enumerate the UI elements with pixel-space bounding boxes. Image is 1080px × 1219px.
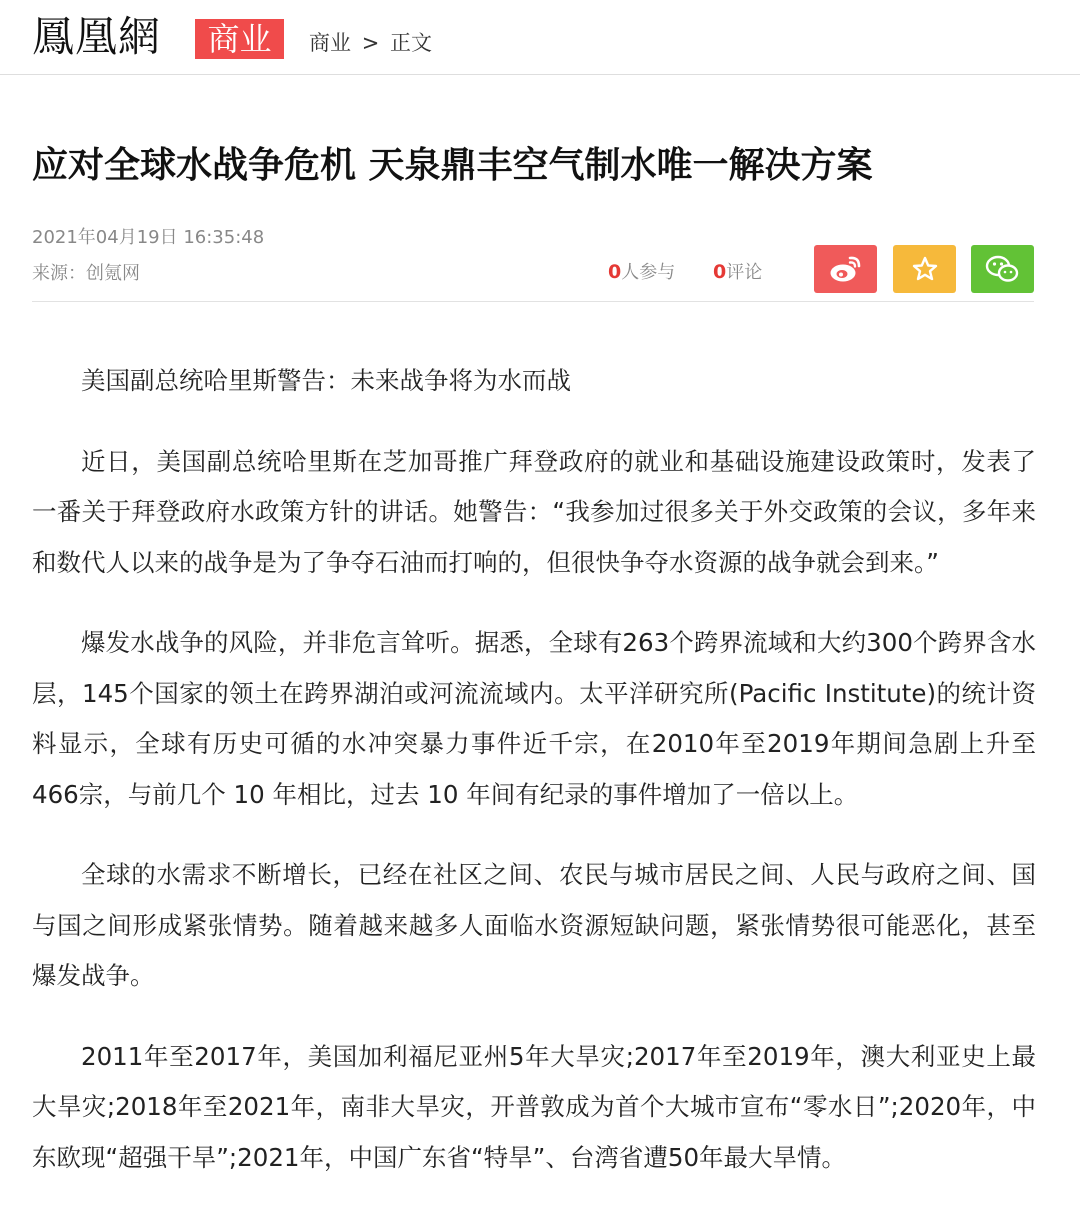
breadcrumb-separator: > (361, 31, 380, 55)
participants-label: 人参与 (621, 262, 676, 283)
article-source: 来源：创氪网 (32, 263, 140, 284)
article-title: 应对全球水战争危机 天泉鼎丰空气制水唯一解决方案 (32, 145, 873, 186)
participants-number: 0 (608, 261, 622, 283)
share-weibo-button[interactable] (814, 245, 877, 293)
comments-count[interactable] (713, 259, 762, 286)
article-body (32, 356, 1036, 1213)
star-icon (911, 255, 939, 283)
channel-badge[interactable]: 商业 (195, 19, 284, 59)
share-wechat-button[interactable] (971, 245, 1034, 293)
breadcrumb-section-link[interactable]: 商业 (309, 31, 351, 55)
participants-count[interactable] (608, 259, 675, 286)
article-paragraph: 全球的水需求不断增长，已经在社区之间、农民与城市居民之间、人民与政府之间、国与国之间形成紧张情势。随着越来越多人面临水资源短缺问题，紧张情势很可能恶化，甚至爆发战争。 (32, 860, 1036, 990)
article-paragraph: 美国副总统哈里斯警告：未来战争将为水而战 (81, 366, 571, 395)
comments-label: 评论 (726, 262, 763, 283)
site-logo[interactable]: 鳳凰網 (32, 12, 162, 61)
wechat-icon (985, 254, 1021, 284)
article-paragraph: 爆发水战争的风险，并非危言耸听。据悉，全球有263个跨界流域和大约300个跨界含水层，145个国家的领土在跨界湖泊或河流流域内。太平洋研究所(Pacific Institute)的统计资料显示，全球有历史可循的水冲突暴力事件近千宗，在2010年至2019年期间急剧上升至466宗，与前几个 10 年相比，过去 10 年间有纪录的事件增加了一倍以上。 (32, 628, 1036, 809)
weibo-icon (829, 254, 863, 284)
breadcrumb (309, 28, 432, 58)
meta-divider (32, 301, 1034, 302)
comments-number: 0 (713, 261, 727, 283)
article-paragraph: 2011年至2017年，美国加利福尼亚州5年大旱灾;2017年至2019年，澳大利亚史上最大旱灾;2018年至2021年，南非大旱灾，开普敦成为首个大城市宣布“零水日”;2020年，中东欧现“超强干旱”;2021年，中国广东省“特旱”、台湾省遭50年最大旱情。 (32, 1041, 1036, 1172)
article-paragraph: 近日，美国副总统哈里斯在芝加哥推广拜登政府的就业和基础设施建设政策时，发表了一番关于拜登政府水政策方针的讲话。她警告：“我参加过很多关于外交政策的会议，多年来和数代人以来的战争是为了争夺石油而打响的，但很快争夺水资源的战争就会到来。” (32, 446, 1036, 577)
favorite-button[interactable] (893, 245, 956, 293)
publish-datetime: 2021年04月19日 16:35:48 (32, 227, 265, 248)
breadcrumb-current: 正文 (389, 31, 432, 55)
site-header (0, 0, 1080, 75)
